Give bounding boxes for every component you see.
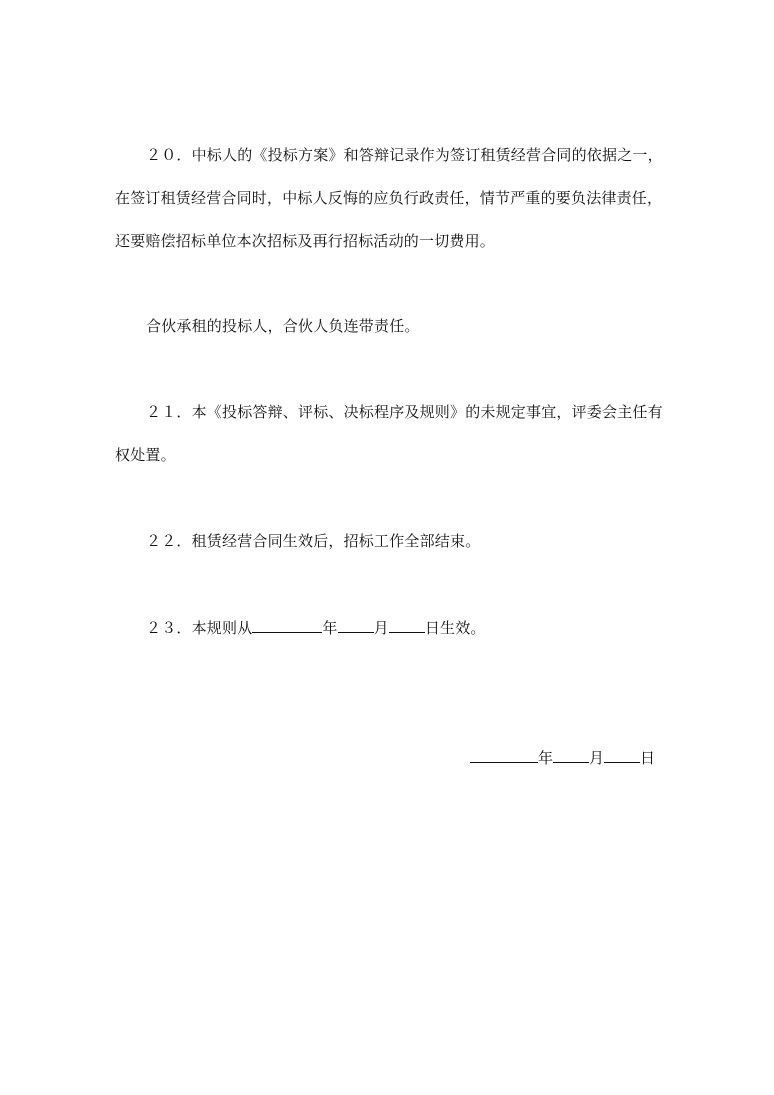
clause-23-month-label: 月	[373, 619, 389, 637]
clause-20-line-2: 在签订租赁经营合同时，中标人反悔的应负行政责任，情节严重的要负法律责任，	[115, 189, 663, 207]
year-blank-line	[252, 617, 322, 633]
signature-date	[470, 747, 655, 768]
clause-21-line-1: ２１．本《投标答辩、评标、决标程序及规则》的未规定事宜，评委会主任有	[146, 403, 663, 421]
clause-20-line-3: 还要赔偿招标单位本次招标及再行招标活动的一切费用。	[115, 232, 496, 250]
clause-23-paragraph	[146, 617, 486, 638]
signature-year-label: 年	[538, 749, 554, 767]
month-blank-line	[338, 617, 374, 633]
clause-20-line-1: ２０．中标人的《投标方案》和答辩记录作为签订租赁经营合同的依据之一，	[146, 146, 663, 164]
signature-day-blank-line	[604, 747, 640, 763]
signature-year-blank-line	[470, 747, 538, 763]
clause-22-paragraph: ２２．租赁经营合同生效后，招标工作全部结束。	[146, 532, 481, 550]
clause-23-year-label: 年	[322, 619, 338, 637]
signature-month-blank-line	[553, 747, 589, 763]
clause-21-line-2: 权处置。	[115, 446, 176, 464]
clause-23-prefix: ２３．本规则从	[146, 619, 253, 637]
day-blank-line	[389, 617, 425, 633]
signature-day-label: 日	[640, 749, 656, 767]
partnership-liability-paragraph: 合伙承租的投标人，合伙人负连带责任。	[146, 317, 420, 335]
clause-23-day-suffix: 日生效。	[424, 619, 486, 637]
signature-month-label: 月	[589, 749, 605, 767]
